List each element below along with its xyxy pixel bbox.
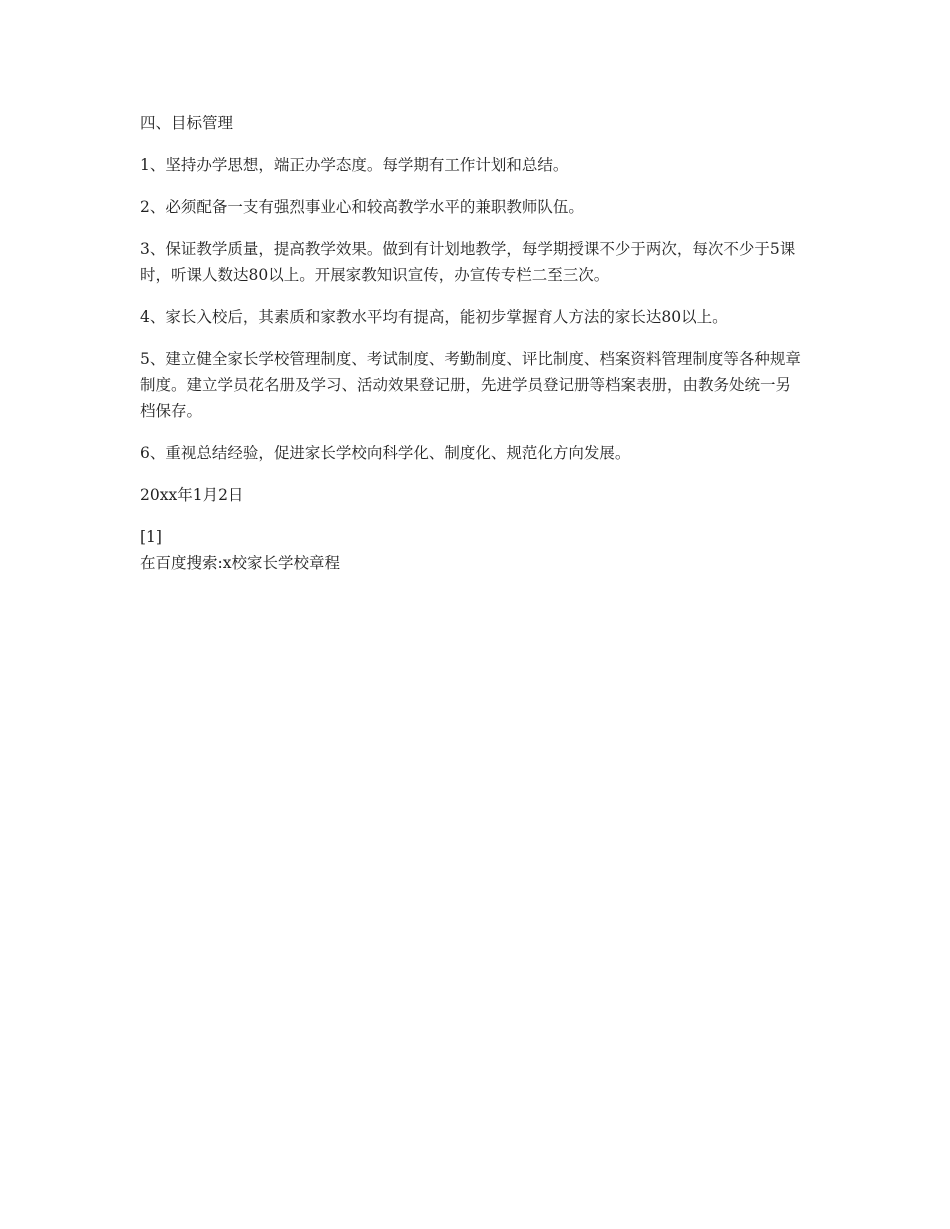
section-heading: 四、目标管理 [140,114,234,132]
paragraph-item-5: 5、建立健全家长学校管理制度、考试制度、考勤制度、评比制度、档案资料管理制度等各种规章制度。建立学员花名册及学习、活动效果登记册，先进学员登记册等档案表册，由教务处统一另档保存。 [140,350,801,420]
footnote-marker: [1] [140,528,162,546]
paragraph-item-4: 4、家长入校后，其素质和家教水平均有提高，能初步掌握育人方法的家长达80以上。 [140,308,728,326]
paragraph-item-1: 1、坚持办学思想，端正办学态度。每学期有工作计划和总结。 [140,156,569,174]
paragraph-item-6: 6、重视总结经验，促进家长学校向科学化、制度化、规范化方向发展。 [140,444,631,462]
search-line[interactable]: 在百度搜索:x校家长学校章程 [140,554,340,572]
document-date: 20xx年1月2日 [140,486,244,504]
paragraph-item-2: 2、必须配备一支有强烈事业心和较高教学水平的兼职教师队伍。 [140,198,584,216]
paragraph-item-3: 3、保证教学质量，提高教学效果。做到有计划地教学，每学期授课不少于两次，每次不少于5课时，听课人数达80以上。开展家教知识宣传，办宣传专栏二至三次。 [140,240,796,284]
document-body [140,110,805,576]
